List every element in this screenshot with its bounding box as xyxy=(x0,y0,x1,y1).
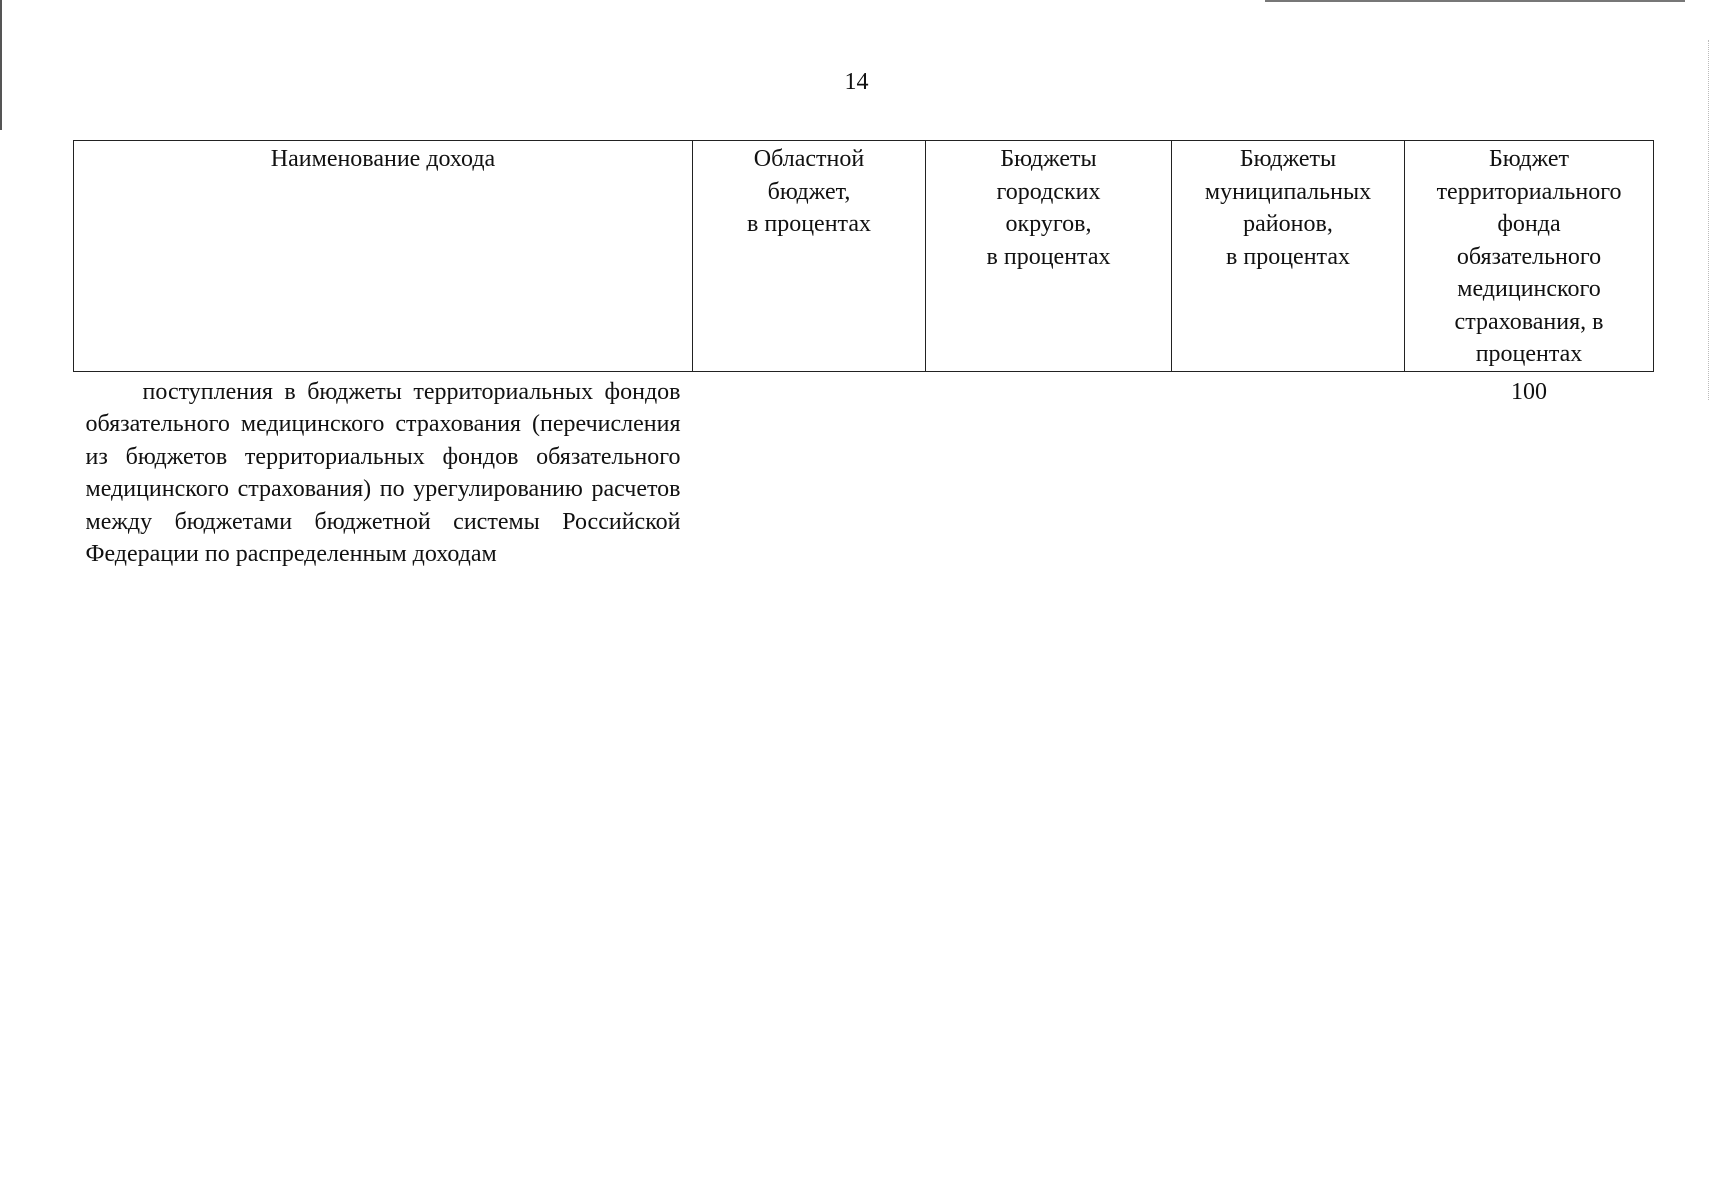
header-city-districts: Бюджеты городских округов, в процентах xyxy=(926,141,1172,372)
row-tfoms-value: 100 xyxy=(1511,378,1547,405)
row-city-districts-value xyxy=(926,371,1172,571)
row-income-name: поступления в бюджеты территориальных фондов обязательного медицинского страхования (перечисления из бюджетов территориальных фондов обязательного медицинского страхования) по урегулированию расчетов между бюджетами бюджетной системы Российской Федерации по распределенным доходам xyxy=(85,378,681,567)
income-distribution-table xyxy=(73,140,1654,571)
page-number: 14 xyxy=(844,69,869,95)
table-header-row xyxy=(74,141,1654,372)
row-regional-budget-value xyxy=(693,371,926,571)
header-tfoms-budget: Бюджет территориального фонда обязательного медицинского страхования, в процентах xyxy=(1405,141,1654,372)
table-row xyxy=(74,371,1654,571)
scan-edge-top xyxy=(1265,0,1685,2)
row-municipal-districts-value xyxy=(1172,371,1405,571)
header-regional-budget: Областной бюджет, в процентах xyxy=(693,141,926,372)
header-municipal-districts: Бюджеты муниципальных районов, в процентах xyxy=(1172,141,1405,372)
scan-edge-left xyxy=(0,0,2,130)
header-income-name: Наименование дохода xyxy=(74,141,693,372)
